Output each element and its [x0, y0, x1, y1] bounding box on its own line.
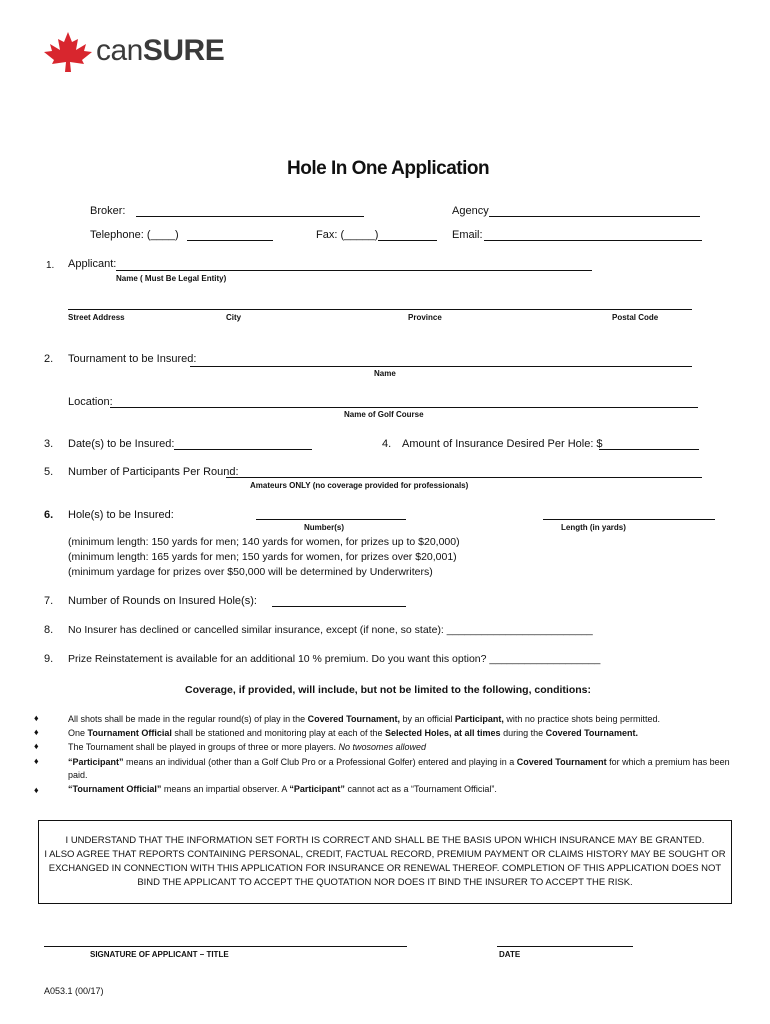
- telephone-label: Telephone: (____): [90, 229, 179, 241]
- participants-caption: Amateurs ONLY (no coverage provided for professionals): [250, 481, 469, 490]
- applicant-name-caption: Name ( Must Be Legal Entity): [116, 274, 227, 283]
- declaration-line: I UNDERSTAND THAT THE INFORMATION SET FORTH IS CORRECT AND SHALL BE THE BASIS UPON WHICH INSURANCE MAY BE GRANTED.: [65, 835, 705, 846]
- item-number: 1.: [46, 260, 55, 271]
- location-field[interactable]: [110, 407, 698, 408]
- hole-numbers-field[interactable]: [256, 519, 406, 520]
- fax-label: Fax: (_____): [316, 229, 379, 241]
- location-label: Location:: [68, 396, 113, 408]
- signature-field[interactable]: [44, 946, 407, 947]
- item-number: 2.: [44, 353, 54, 365]
- city-caption: City: [226, 313, 242, 322]
- broker-field[interactable]: [136, 216, 364, 217]
- participants-field[interactable]: [226, 477, 702, 478]
- declaration-box: [38, 820, 732, 904]
- postal-caption: Postal Code: [612, 313, 659, 322]
- signature-caption: SIGNATURE OF APPLICANT – TITLE: [90, 950, 229, 959]
- applicant-address-field[interactable]: [68, 309, 692, 310]
- item-number: 5.: [44, 466, 54, 478]
- dates-field[interactable]: [174, 449, 312, 450]
- rounds-label: Number of Rounds on Insured Hole(s):: [68, 595, 257, 607]
- fax-field[interactable]: [378, 240, 437, 241]
- date-caption: DATE: [499, 950, 521, 959]
- item-number: 6.: [44, 509, 54, 521]
- condition-item: The Tournament shall be played in groups of three or more players. No twosomes allowed: [68, 742, 427, 752]
- tournament-name-field[interactable]: [190, 366, 692, 367]
- declaration-line: BIND THE APPLICANT TO ACCEPT THE QUOTATION NOR DOES IT BIND THE INSURER TO ACCEPT THE RISK.: [137, 877, 633, 888]
- item-number: 3.: [44, 438, 54, 450]
- bullet-icon: ♦: [34, 713, 39, 723]
- numbers-caption: Number(s): [304, 523, 345, 532]
- participants-label: Number of Participants Per Round:: [68, 466, 239, 478]
- amount-field[interactable]: [599, 449, 699, 450]
- holes-label: Hole(s) to be Insured:: [68, 509, 174, 521]
- holes-note: (minimum yardage for prizes over $50,000 will be determined by Underwriters): [68, 566, 433, 578]
- maple-leaf-icon: [42, 30, 94, 74]
- bullet-icon: ♦: [34, 727, 39, 737]
- logo-sure-text: SURE: [142, 34, 225, 67]
- email-label: Email:: [452, 229, 483, 241]
- email-field[interactable]: [484, 240, 702, 241]
- agency-label: Agency: [452, 205, 489, 217]
- declaration-line: EXCHANGED IN CONNECTION WITH THIS APPLICATION FOR INSURANCE OR RENEWAL THEREOF. COMPLETION OF THIS APPLICATION DOES NOT: [48, 863, 722, 874]
- declaration-line: I ALSO AGREE THAT REPORTS CONTAINING PERSONAL, CREDIT, FACTUAL RECORD, PREMIUM PAYMENT OR CLAIMS HISTORY MAY BE SOUGHT OR: [44, 849, 726, 860]
- telephone-field[interactable]: [187, 240, 273, 241]
- item-number: 9.: [44, 653, 54, 665]
- holes-note: (minimum length: 165 yards for men; 150 yards for women, for prizes over $20,001): [68, 551, 457, 563]
- holes-note: (minimum length: 150 yards for men; 140 yards for women, for prizes up to $20,000): [68, 536, 460, 548]
- form-code: A053.1 (00/17): [44, 986, 104, 996]
- condition-item: “Tournament Official” means an impartial observer. A “Participant” cannot act as a “Tournament Official”.: [68, 784, 497, 794]
- condition-item: “Participant” means an individual (other than a Golf Club Pro or a Professional Golfer) entered and playing in a Covered Tournament for which a premium has been paid.: [68, 757, 730, 780]
- date-field[interactable]: [497, 946, 633, 947]
- tournament-name-caption: Name: [374, 369, 396, 378]
- golf-course-caption: Name of Golf Course: [344, 410, 424, 419]
- agency-field[interactable]: [489, 216, 700, 217]
- bullet-icon: ♦: [34, 785, 39, 795]
- province-caption: Province: [408, 313, 442, 322]
- rounds-field[interactable]: [272, 606, 406, 607]
- bullet-icon: ♦: [34, 741, 39, 751]
- street-caption: Street Address: [68, 313, 125, 322]
- length-caption: Length (in yards): [561, 523, 626, 532]
- condition-item: All shots shall be made in the regular round(s) of play in the Covered Tournament, by an official Participant, with no practice shots being permitted.: [68, 714, 660, 724]
- coverage-heading: Coverage, if provided, will include, but not be limited to the following, conditions:: [185, 684, 592, 696]
- applicant-name-field[interactable]: [116, 270, 592, 271]
- reinstatement-label: Prize Reinstatement is available for an additional 10 % premium. Do you want this option? ___________________: [68, 653, 601, 665]
- logo-can-text: can: [96, 34, 143, 67]
- amount-label: Amount of Insurance Desired Per Hole: $: [402, 438, 603, 450]
- tournament-label: Tournament to be Insured:: [68, 353, 197, 365]
- insurer-label: No Insurer has declined or cancelled similar insurance, except (if none, so state): _________________________: [68, 624, 593, 636]
- bullet-icon: ♦: [34, 756, 39, 766]
- dates-label: Date(s) to be Insured:: [68, 438, 175, 450]
- condition-item: One Tournament Official shall be stationed and monitoring play at each of the Selected Holes, at all times during the Covered Tournament.: [68, 728, 638, 738]
- item-number: 4.: [382, 438, 392, 450]
- item-number: 7.: [44, 595, 54, 607]
- broker-label: Broker:: [90, 205, 126, 217]
- page-title: Hole In One Application: [287, 158, 490, 179]
- applicant-label: Applicant:: [68, 258, 117, 270]
- hole-length-field[interactable]: [543, 519, 715, 520]
- item-number: 8.: [44, 624, 54, 636]
